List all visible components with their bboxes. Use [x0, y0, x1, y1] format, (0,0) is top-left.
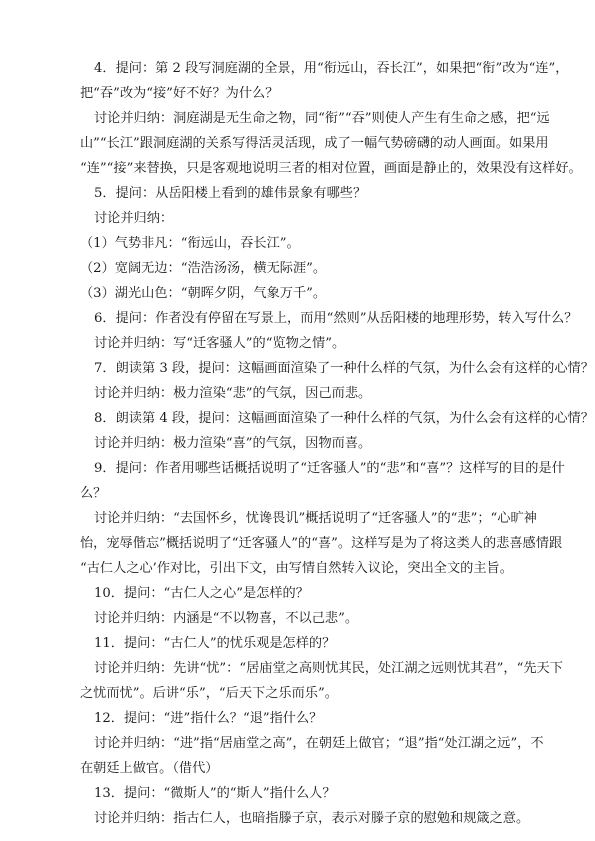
text-line: 10．提问：“古仁人之心”是怎样的？: [94, 586, 309, 601]
text-line: 之忧而忧”。后讲“乐”，“后天下之乐而乐”。: [80, 686, 338, 701]
text-line: 11．提问：“古仁人”的忧乐观是怎样的？: [94, 636, 336, 651]
text-line: （3）湖光山色：“朝晖夕阴，气象万千”。: [80, 286, 327, 301]
text-line: 5．提问：从岳阳楼上看到的雄伟景象有哪些？: [94, 186, 367, 201]
text-line: 讨论并归纳：先讲“忧”：“居庙堂之高则忧其民，处江湖之远则忧其君”，“先天下: [94, 661, 563, 676]
text-line: 讨论并归纳：内涵是“不以物喜，不以己悲”。: [94, 611, 359, 626]
text-line: 讨论并归纳：“进”指“居庙堂之高”，在朝廷上做官；“退”指“处江湖之远”，不: [94, 736, 544, 751]
text-line: 把“吞”改为“接”好不好？为什么？: [80, 86, 279, 101]
text-line: 么？: [80, 486, 107, 501]
text-line: 讨论并归纳：极力渲染“喜”的气氛，因物而喜。: [94, 436, 372, 451]
text-line: （2）宽阔无边：“浩浩汤汤，横无际涯”。: [80, 261, 327, 276]
text-line: 在朝廷上做官。（借代）: [80, 761, 219, 776]
text-line: 8．朗读第 4 段，提问：这幅画面渲染了一种什么样的气氛，为什么会有这样的心情？: [94, 411, 594, 426]
text-line: 讨论并归纳：洞庭湖是无生命之物，同“衔”“吞”则使人产生有生命之感，把“远: [94, 111, 550, 126]
text-line: 讨论并归纳：“去国怀乡，忧谗畏讥”概括说明了“迁客骚人”的“悲”；“心旷神: [94, 511, 537, 526]
text-line: 12．提问：“进”指什么？“退”指什么？: [94, 711, 323, 726]
text-line: 怡，宠辱偕忘”概括说明了“迁客骚人”的“喜”。这样写是为了将这类人的悲喜感情跟: [80, 536, 563, 551]
text-line: 讨论并归纳：极力渲染“悲”的气氛，因己而悲。: [94, 386, 372, 401]
text-line: 讨论并归纳：: [94, 211, 174, 226]
text-line: 6．提问：作者没有停留在写景上，而用“然则”从岳阳楼的地理形势，转入写什么？: [94, 311, 578, 326]
text-line: 9．提问：作者用哪些话概括说明了“迁客骚人”的“悲”和“喜”？这样写的目的是什: [94, 461, 565, 476]
text-line: 讨论并归纳：指古仁人，也暗指滕子京，表示对滕子京的慰勉和规箴之意。: [94, 811, 530, 826]
text-line: （1）气势非凡：“衔远山，吞长江”。: [80, 236, 300, 251]
text-line: 7．朗读第 3 段，提问：这幅画面渲染了一种什么样的气氛，为什么会有这样的心情？: [94, 361, 594, 376]
text-line: 4．提问：第 2 段写洞庭湖的全景，用“衔远山，吞长江”，如果把“衔”改为“连”，: [94, 61, 569, 76]
text-line: “古仁人之心’作对比，引出下文，由写情自然转入议论，突出全文的主旨。: [80, 561, 513, 576]
text-line: 13．提问：“微斯人”的“斯人”指什么人？: [94, 786, 336, 801]
text-line: 山”“长江”跟洞庭湖的关系写得活灵活现，成了一幅气势磅礴的动人画面。如果用: [80, 136, 549, 151]
text-line: “连”“接”来替换，只是客观地说明三者的相对位置，画面是静止的，效果没有这样好。: [80, 161, 582, 176]
text-line: 讨论并归纳：写“迁客骚人”的“览物之情”。: [94, 336, 346, 351]
